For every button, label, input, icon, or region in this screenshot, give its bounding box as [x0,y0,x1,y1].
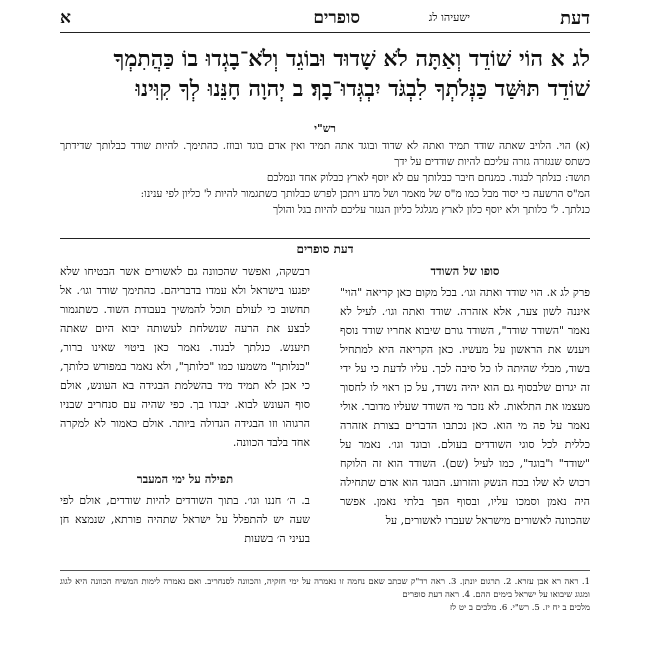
rashi-paragraph: כנלתך. ל' כלותך ולא יוסף כלון לארץ מגלגל כליון הנגזר עליכם להיות בגל והולך [273,204,590,216]
header-title-center: סופרים [313,8,360,28]
verse-line-1: לג א הוֹי שׁוֹדֵד וְאַתָּה לֹא שָׁדוּד וּבוֹגֵד וְלֹא־בָגְדוּ בוֹ כַּהֲתִמְךָ [113,46,590,72]
verse-line-2: שׁוֹדֵד תּוּשַּׁד כַּנְּלֹתְךָ לִבְגֹּד יִבְגְּדוּ־בָךְ׃ ב יְהוָה חָנֵּנוּ לְךָ קִוִּינוּ [135,76,590,102]
footnotes [60,576,590,615]
header-rule [60,32,590,33]
rashi-title: רש"י [314,122,336,135]
header-title-right: דעת [560,8,590,29]
verse-block [60,44,590,104]
page-header [60,8,590,30]
footnote-line: מלכים ב יח יז. 5. רש"י. 6. מלכים ב יט לז [449,603,590,613]
header-reference: ישעיהו לג [428,11,470,24]
rashi-commentary [60,138,590,218]
commentary-paragraph: רבשקה, ואפשר שהכוונה גם לאשורים אשר הבטיחו שלא יפגעו בישראל ולא עמדו בדבריהם. כהתימך שודד וגו׳. אל תחשוב כי לעולם תוכל להמשיך בעבודת השוד. כשתגמור לבצע את הרעה שנשלחת לעשותה יבוא היום שאתה תיענש. כנלתך לבגוד. נאמר כאן ביטוי שאינו ברור, "כנלותך" משמעו כמו "כלותך", ולא נאמר במפורש כלותך, כי אכן לא תמיד מיד בהשלמת הבגידה בא העונש, אולם סוף העונש לבוא. יבגדו בך. כפי שהיה עם סנחריב שבניו הרגוהו וזו הבגידה הגדולה ביותר. אולם כאמור לא למקרה אחד בלבד הכוונה. [60,265,310,449]
section-rule [60,238,590,239]
column-heading: סופו של השודד [430,264,500,278]
footnote-line: 1. ראה רא אבן עזרא. 2. תרגום יונתן. 3. ראה רד"ק שכתב שאם נחמה זו נאמרה על ימי חזקיה, והכוונה לסנחריב. ואם נאמרה לימות המשיח הכוונה היא לגוג ומגוג שיבואו על ישראל בימים ההם. 4. ראה דעת סופרים [60,577,591,600]
commentary-paragraph: פרק לג א. הוי שודד ואתה וגו׳. בכל מקום כאן קריאה "הוי" איננה לשון צער, אלא אזהרה. שודד ואתה וגו׳. לעיל לא נאמר "השודד שודד", השודד גורם שיבוא אחריו שודד נוסף ויענש את הראשון על מעשיו. כאן הקריאה היא למתחיל בשוד, מבלי שהיתה לו כל סיבה לכך. עליו לדעת כי על ידי זה יגרום שלבסוף גם הוא יהיה נשדד, על כן ראוי לו לחסוך מעצמו את התלאות. לא נזכר מי השודד שעליו מדובר. אולי נאמר על פה מי הוא. כאן נכתבו הדברים בצורת אזהרה כללית לכל סוגי השודדים בעולם. ובוגד וגו׳. נאמר על "שודד" ו"בוגד", כמו לעיל (שם). השודד הוא זה הלוקח רכוש לא שלו בכח הנשק והזרוע. הבוגד הוא אדם שתחילה היה נאמן וסמכו עליו, ובסוף הפך בלתי נאמן. אפשר שהכוונה לאשורים מישראל שעברו לאשורים, על [340,286,590,527]
rashi-paragraph: תושד: כנלתך לבגוד. כמנחם חיבר כבלותך עם לא יוסף לארץ כבלוק אחד ונמלכם [266,172,590,184]
page-letter: א [60,8,71,28]
rashi-paragraph: (א) הוי. הלויב שאתה שודד תמיד ואתה לא שדוד ובוגד אתה תמיד ואין אדם בוגד ובוזז. כהתימך. להיות שודד כבלותך שדידתך כשתס שנגזרה גזרה עליכם להיות שודדים על ידך [60,140,590,168]
commentary-paragraph: ב. ה׳ חננו וגו׳. בתוך השודדים להיות שודדים, אולם לפי שעה יש להתפלל על ישראל שתהיה פורתא, שנמצא חן בעיני ה׳ בשעות [60,494,310,545]
section-title: דעת סופרים [296,242,354,256]
footnote-rule [60,570,590,571]
commentary-column-left [60,262,310,548]
commentary-column-right [340,262,590,530]
column-heading: תפילה על ימי המעבר [136,472,234,486]
rashi-paragraph: המ"ס הרשעה כי יסוד מבל כמו מ"ס של מאמר ושל מדע ויתכן לפרש כבלותך כשתגמור להיות ל' כליון לפי ענינו: [140,188,590,200]
